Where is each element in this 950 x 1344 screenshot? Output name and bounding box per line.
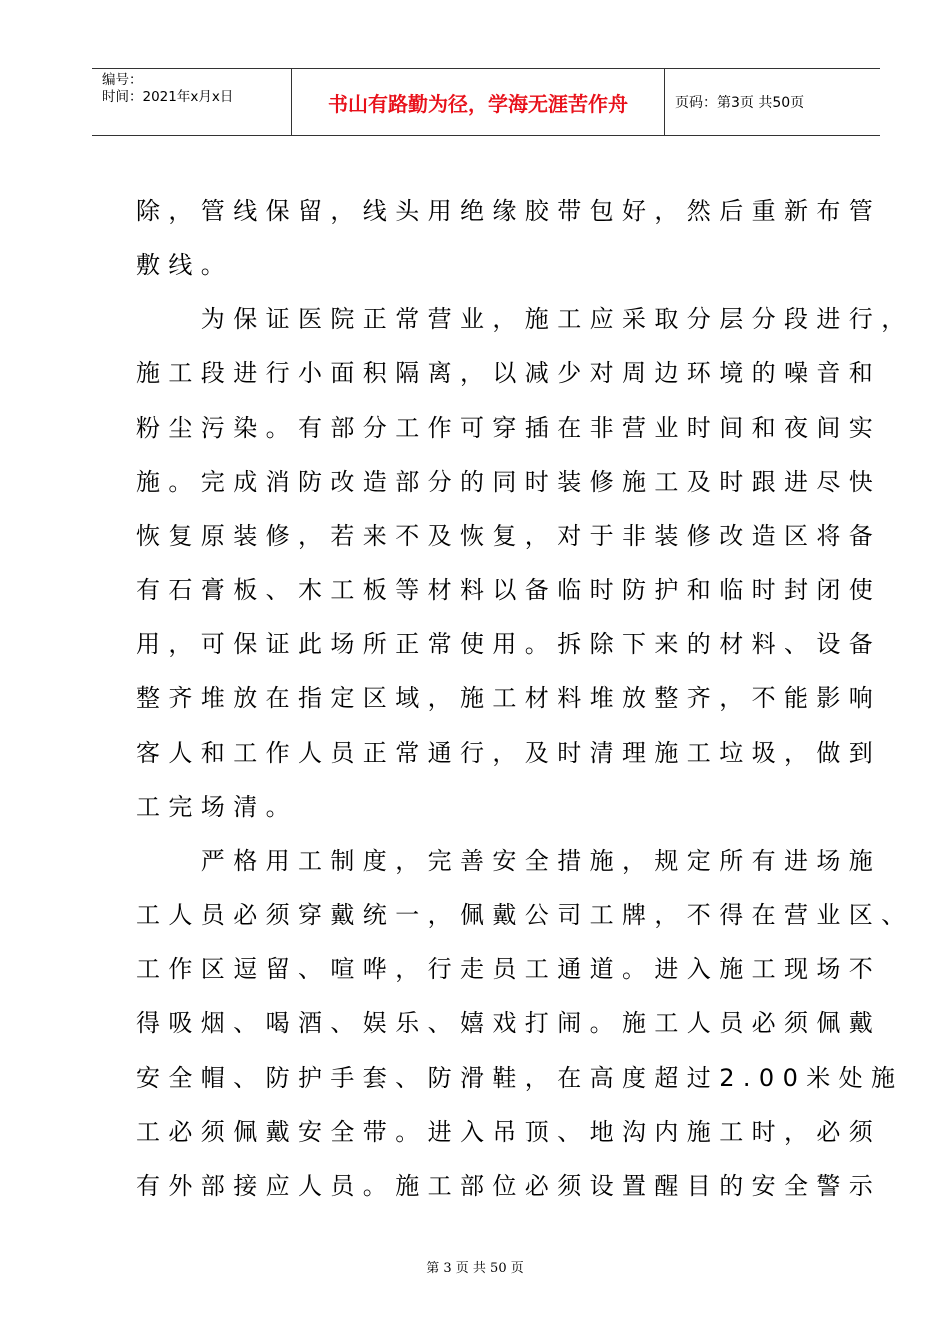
body-line: 施工段进行小面积隔离，以减少对周边环境的噪音和 [136,359,882,388]
body-line: 除，管线保留，线头用绝缘胶带包好，然后重新布管 [136,197,882,225]
header-motto: 书山有路勤为径，学海无涯苦作舟 [292,69,665,135]
document-date: 时间：2021年x月x日 [102,89,234,105]
body-line: 严格用工制度，完善安全措施，规定所有进场施 [136,846,882,875]
body-line: 工人员必须穿戴统一，佩戴公司工牌，不得在营业区、 [136,901,914,930]
page-header [92,68,880,136]
body-line: 为保证医院正常营业，施工应采取分层分段进行， [136,305,914,334]
page-footer: 第 3 页 共 50 页 [426,1261,524,1276]
body-line: 客人和工作人员正常通行，及时清理施工垃圾，做到 [136,738,882,767]
body-line: 用，可保证此场所正常使用。拆除下来的材料、设备 [136,630,882,659]
body-line: 恢复原装修，若来不及恢复，对于非装修改造区将备 [136,521,882,550]
body-line: 工完场清。 [136,792,298,821]
body-line: 工作区逗留、喧哗，行走员工通道。进入施工现场不 [136,955,882,984]
body-line: 粉尘污染。有部分工作可穿插在非营业时间和夜间实 [136,413,882,442]
header-meta [92,69,292,135]
body-line: 施。完成消防改造部分的同时装修施工及时跟进尽快 [136,467,882,496]
body-line: 有石膏板、木工板等材料以备临时防护和临时封闭使 [136,576,882,605]
body-line: 有外部接应人员。施工部位必须设置醒目的安全警示 [136,1171,882,1200]
header-page-info: 页码：第3页 共50页 [675,95,805,111]
body-line: 整齐堆放在指定区域，施工材料堆放整齐，不能影响 [136,684,882,713]
body-line: 敷线。 [136,251,234,280]
body-line: 安全帽、防护手套、防滑鞋，在高度超过2.00米处施 [136,1063,904,1092]
body-line: 工必须佩戴安全带。进入吊顶、地沟内施工时，必须 [136,1117,882,1146]
document-number-label: 编号： [102,72,143,88]
body-text [136,184,914,1213]
body-line: 得吸烟、喝酒、娱乐、嬉戏打闹。施工人员必须佩戴 [136,1009,882,1038]
